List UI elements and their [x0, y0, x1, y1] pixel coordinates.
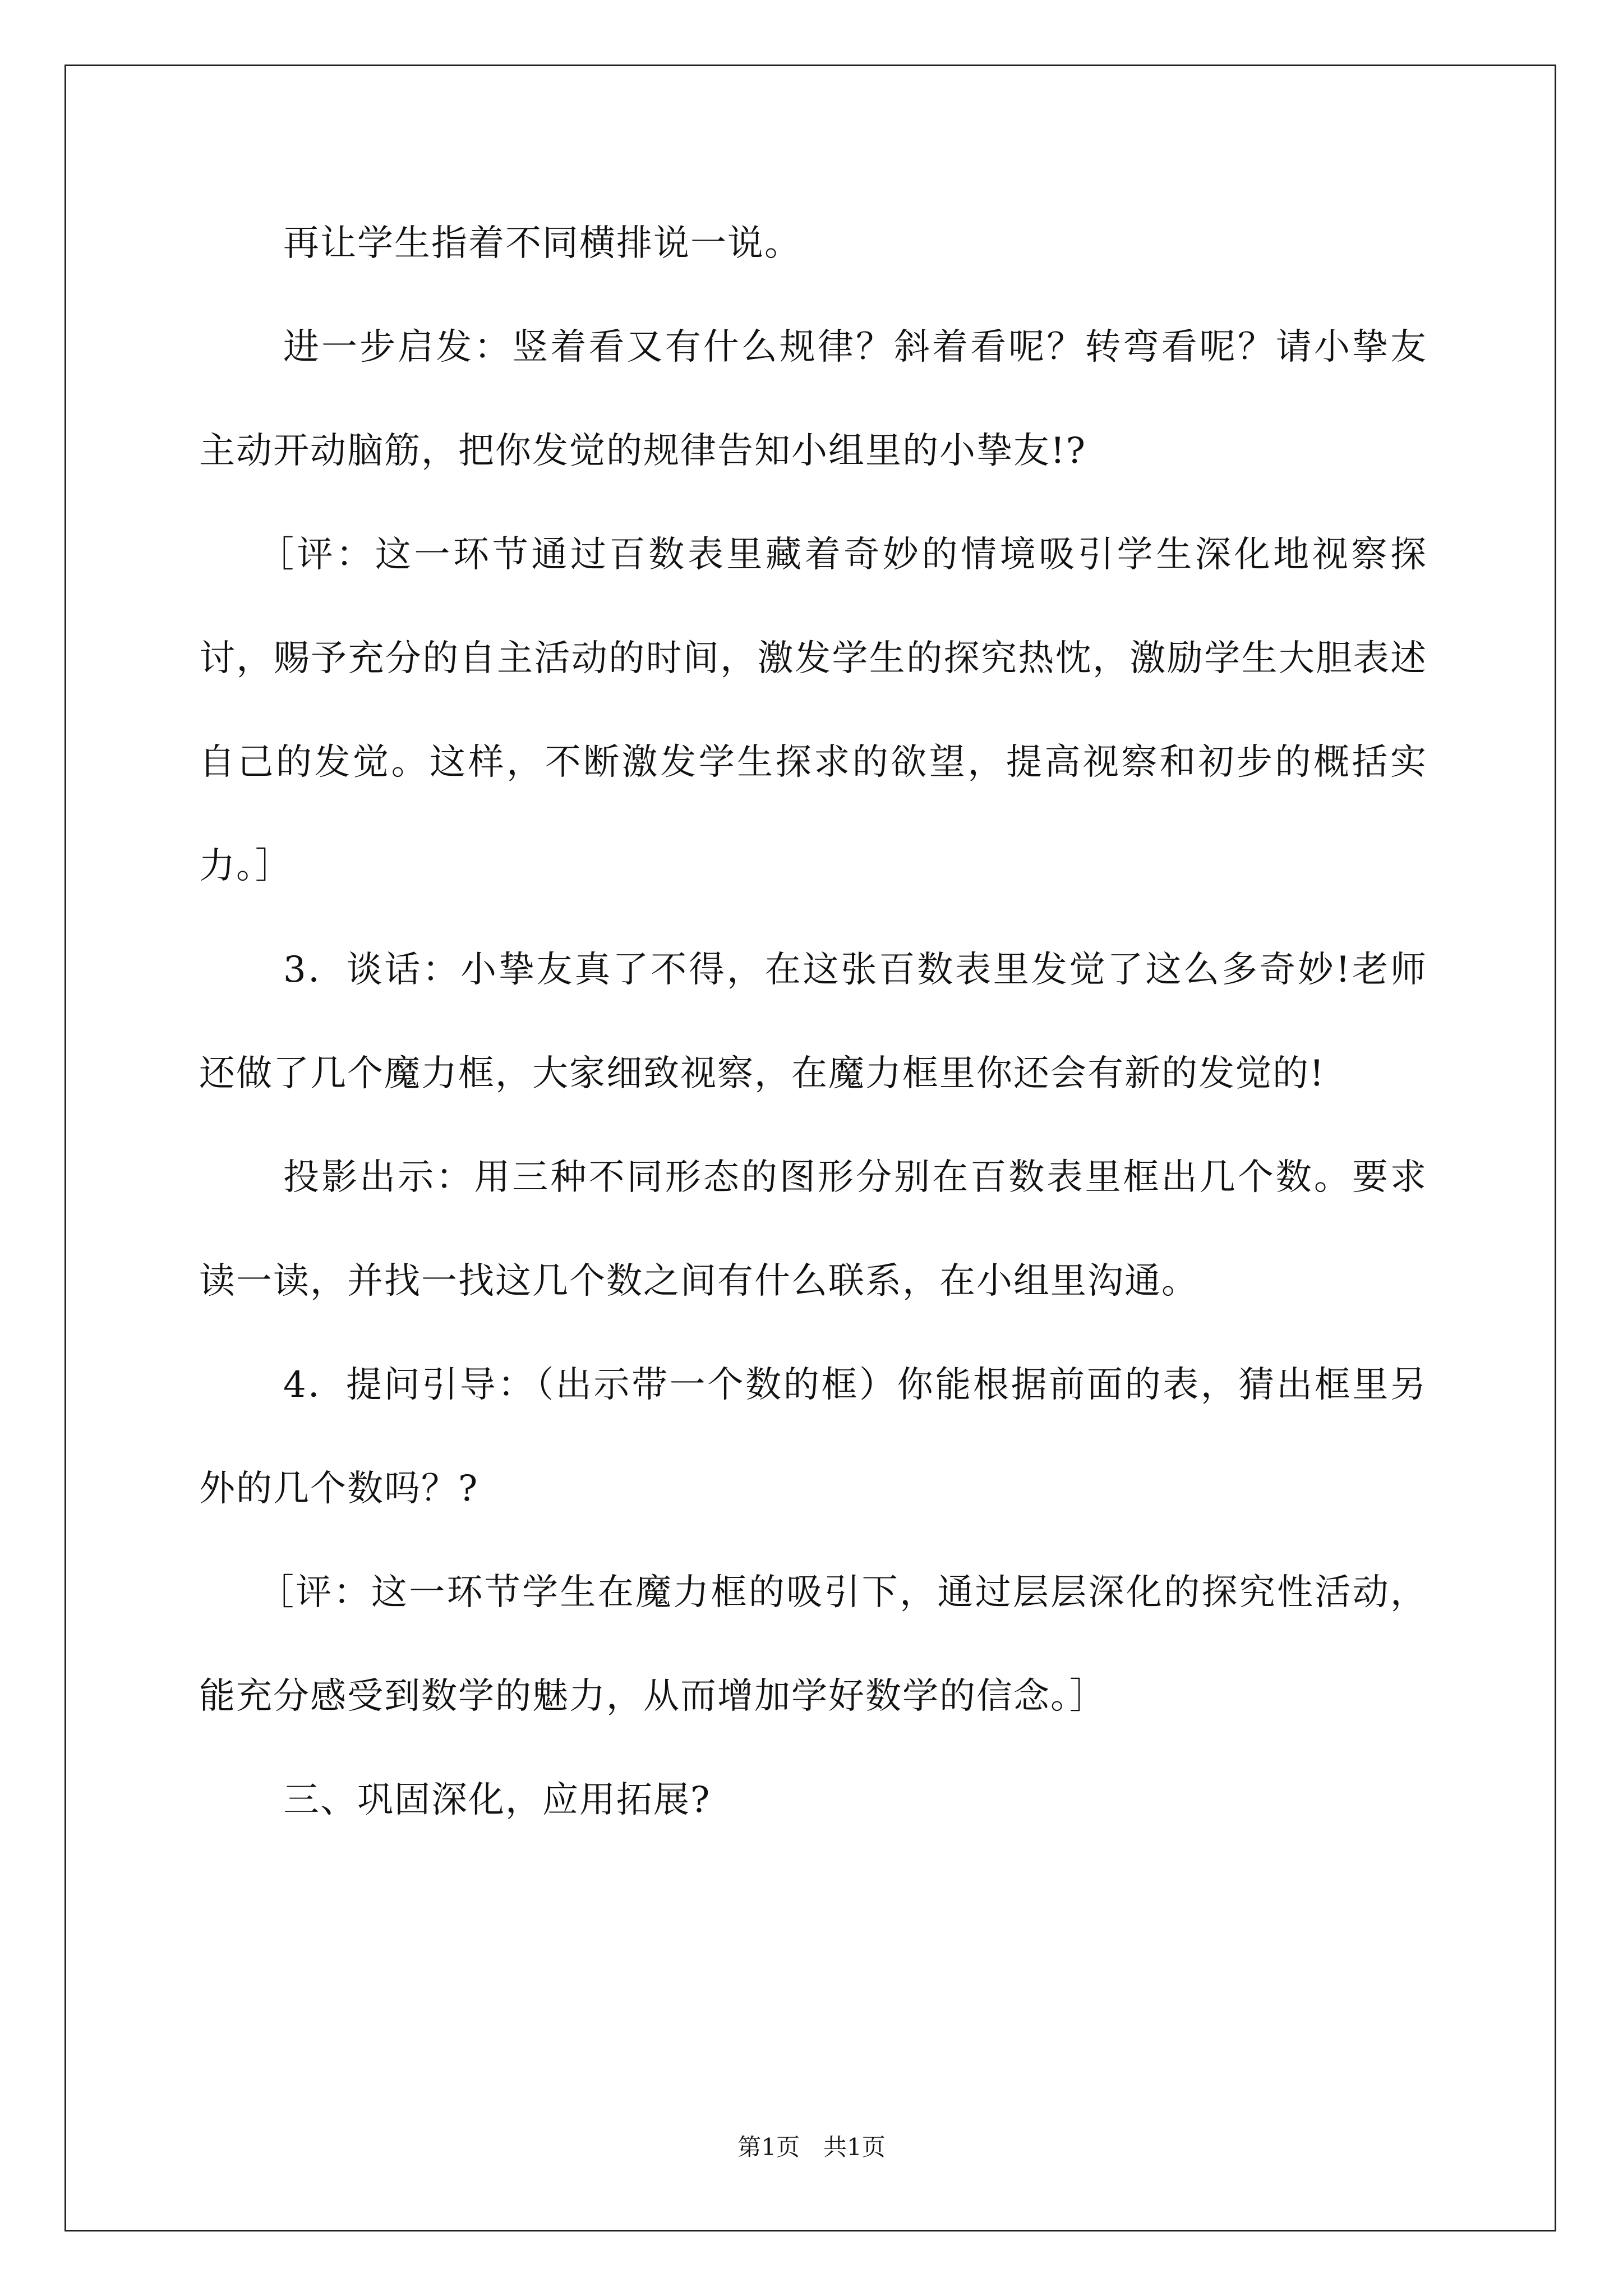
comment-paragraph: ［评：这一环节学生在魔力框的吸引下，通过层层深化的探究性活动，能充分感受到数学的魅力，从而增加学好数学的信念。］	[199, 1572, 1427, 1717]
paragraph: 进一步启发：竖着看又有什么规律？斜着看呢？转弯看呢？请小挚友主动开动脑筋，把你发觉的规律告知小组里的小挚友!?	[199, 326, 1427, 472]
paragraph: 4．提问引导：（出示带一个数的框）你能根据前面的表，猜出框里另外的几个数吗？?	[199, 1364, 1427, 1510]
paragraph: 投影出示：用三种不同形态的图形分别在百数表里框出几个数。要求读一读，并找一找这几个数之间有什么联系，在小组里沟通。	[199, 1157, 1427, 1302]
comment-paragraph: ［评：这一环节通过百数表里藏着奇妙的情境吸引学生深化地视察探讨，赐予充分的自主活动的时间，激发学生的探究热忱，激励学生大胆表述自己的发觉。这样，不断激发学生探求的欲望，提高视察和初步的概括实力。］	[199, 534, 1427, 887]
page-number-footer: 第1页 共1页	[737, 2133, 886, 2161]
section-heading: 三、巩固深化，应用拓展?	[283, 1779, 711, 1821]
document-body	[199, 192, 1427, 1852]
paragraph: 再让学生指着不同横排说一说。	[283, 223, 801, 264]
paragraph: 3．谈话：小挚友真了不得，在这张百数表里发觉了这么多奇妙!老师还做了几个魔力框，大家细致视察，在魔力框里你还会有新的发觉的!	[199, 949, 1427, 1094]
